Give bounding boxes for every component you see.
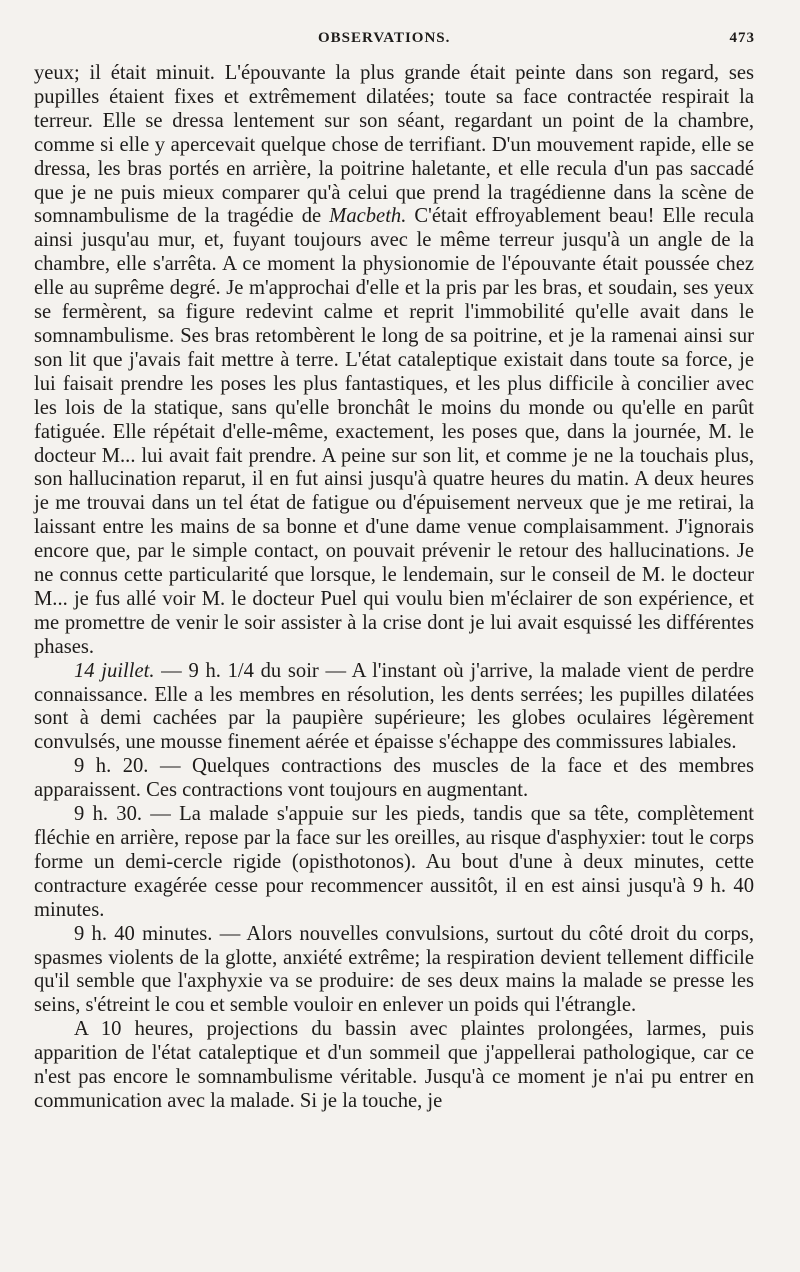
paragraph-2 [34, 660, 754, 756]
running-title: OBSERVATIONS. [318, 30, 451, 46]
paragraph-1 [34, 62, 754, 660]
paragraph-3: 9 h. 20. — Quelques contractions des muscles de la face et des membres apparaissent. Ces contractions vont toujours en augmentant. [34, 755, 754, 802]
page-number: 473 [729, 30, 755, 46]
paragraph-4: 9 h. 30. — La malade s'appuie sur les pieds, tandis que sa tête, complètement fléchie en arrière, repose par la face sur les oreilles, au risque d'asphyxier: tout le corps forme un demi-cercle rigide (opisthotonos). Au bout d'une à deux minutes, cette contracture exagérée cesse pour recommencer aussitôt, il en est ainsi jusqu'à 9 h. 40 minutes. [34, 803, 754, 921]
paragraph-1-emphasis: Macbeth. [329, 205, 407, 228]
paragraph-2-rest: — 9 h. 1/4 du soir — A l'instant où j'arrive, la malade vient de perdre connaissance. Elle a les membres en résolution, les dents serrées; les pupilles dilatées sont à demi cachées par la paupière supérieure; les globes oculaires légèrement convulsés, une mousse finement aérée et épaisse s'échappe des commissures labiales. [34, 659, 754, 754]
page-header [0, 30, 800, 52]
paragraph-1-text: yeux; il était minuit. L'épouvante la plus grande était peinte dans son regard, ses pupilles étaient fixes et extrêmement dilatées; toute sa face contractée respirait la terreur. Elle se dressa lentement sur son séant, regardant un point de la chambre, comme si elle y apercevait quelque chose de terrifiant. D'un mouvement rapide, elle se dressa, les bras portés en arrière, la poitrine haletante, et elle recula d'un pas saccadé que je ne puis mieux comparer qu'à celui que prend la tragédienne dans la scène de somnambulisme de la tragédie de [34, 62, 754, 228]
paragraph-2-date: 14 juillet. [74, 659, 155, 682]
paragraph-1-rest: C'était effroyablement beau! Elle recula ainsi jusqu'au mur, et, fuyant toujours avec le même terreur jusqu'à un angle de la chambre, elle s'arrêta. A ce moment la physionomie de l'épouvante était poussée chez elle au suprême degré. Je m'approchai d'elle et la pris par les bras, et soudain, ses yeux se fermèrent, sa figure redevint calme et reprit l'immobilité qu'elle avait dans le somnambulisme. Ses bras retombèrent le long de sa poitrine, et je la ramenai ainsi sur son lit que j'avais fait mettre à terre. L'état cataleptique existait dans toute sa force, je lui faisait prendre les poses les plus fantastiques, et les plus difficile à concilier avec les lois de la statique, sans qu'elle bronchât le moins du monde ou qu'elle en parût fatiguée. Elle répétait d'elle-même, exactement, les poses que, dans la journée, M. le docteur M... lui avait fait prendre. A peine sur son lit, et comme je ne la touchais plus, son hallucination reparut, il en fut ainsi jusqu'à quatre heures du matin. A deux heures je me trouvai dans un tel état de fatigue ou d'épuisement nerveux que je me retirai, la laissant entre les mains de sa bonne et d'une dame venue complaisamment. J'ignorais encore que, par le simple contact, on pouvait prévenir le retour des hallucinations. Je ne connus cette particularité que lorsque, le lendemain, sur le conseil de M. le docteur M... je fus allé voir M. le docteur Puel qui voulu bien m'éclairer de son expérience, et me promettre de venir le soir assister à la crise dont je lui avait esquissé les différentes phases. [34, 205, 754, 658]
paragraph-5: 9 h. 40 minutes. — Alors nouvelles convulsions, surtout du côté droit du corps, spasmes violents de la glotte, anxiété extrême; la respiration devient tellement difficile qu'il semble que l'axphyxie va se produire: de ses deux mains la malade se presse les seins, s'étreint le cou et semble vouloir en enlever un poids qui l'étrangle. [34, 922, 754, 1017]
page-body [34, 62, 754, 1114]
paragraph-6: A 10 heures, projections du bassin avec plaintes prolongées, larmes, puis apparition de l'état cataleptique et d'un sommeil que j'appellerai pathologique, car ce n'est pas encore le somnambulisme véritable. Jusqu'à ce moment je n'ai pu entrer en communication avec la malade. Si je la touche, je [34, 1018, 754, 1112]
